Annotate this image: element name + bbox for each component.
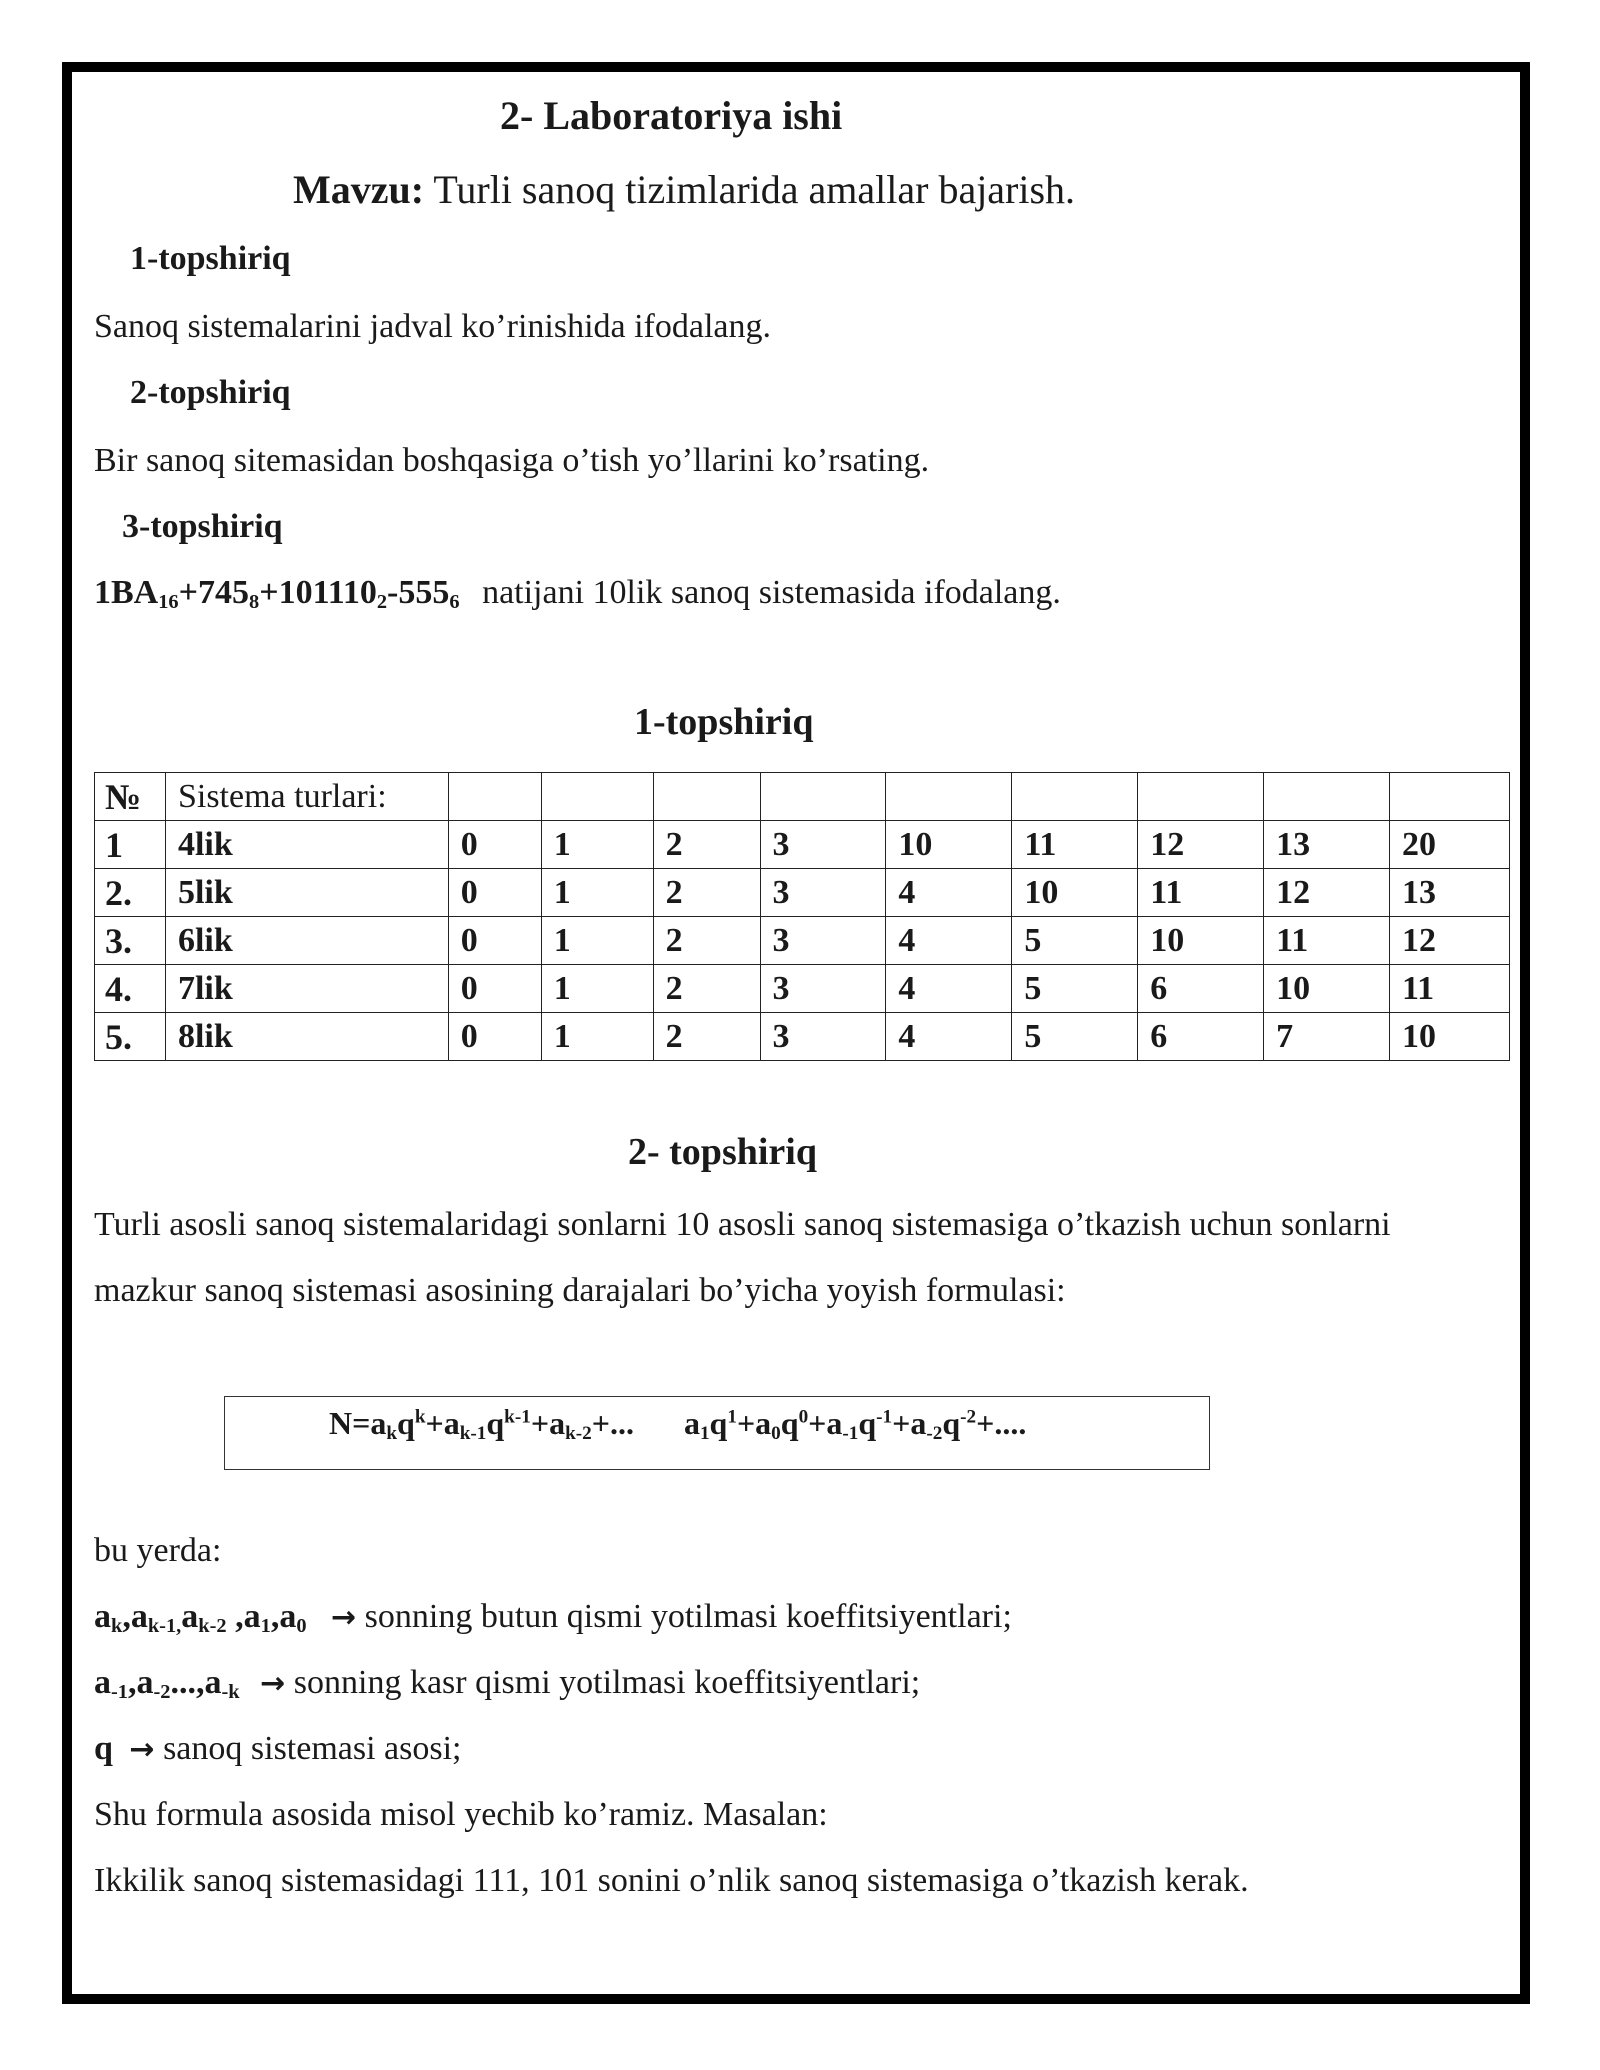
empty-header-cell <box>886 773 1012 821</box>
table-row <box>95 965 1510 1013</box>
expression-instruction: natijani 10lik sanoq sistemasida ifodalang. <box>482 574 1061 611</box>
table-cell-value: 5 <box>1012 1013 1138 1061</box>
col-system-header: Sistema turlari: <box>165 773 448 821</box>
empty-header-cell <box>1012 773 1138 821</box>
task2-heading: 2-topshiriq <box>130 374 291 411</box>
table-cell-value: 10 <box>1138 917 1264 965</box>
expansion-formula-box <box>224 1396 1210 1470</box>
table-cell-value: 4 <box>886 965 1012 1013</box>
base-symbol: q <box>94 1730 113 1767</box>
table-cell-value: 12 <box>1390 917 1510 965</box>
fraction-coefficients-symbols: $a_{-1},a_{-2}...,a_{-k}$ <box>94 1664 240 1704</box>
table-cell-value: 6 <box>1138 1013 1264 1061</box>
table-cell-value: 11 <box>1138 869 1264 917</box>
table-cell-value: 13 <box>1264 821 1390 869</box>
row-number: 5. <box>95 1013 166 1061</box>
definition-base <box>94 1730 462 1768</box>
table-cell-value: 4 <box>886 1013 1012 1061</box>
table-cell-value: 10 <box>1390 1013 1510 1061</box>
section2-paragraph-line2: mazkur sanoq sistemasi asosining darajalari bo’yicha yoyish formulasi: <box>94 1272 1066 1309</box>
empty-header-cell <box>1390 773 1510 821</box>
table-cell-value: 10 <box>1012 869 1138 917</box>
bu-yerda-label: bu yerda: <box>94 1532 222 1569</box>
right-arrow-icon: → <box>331 1600 357 1635</box>
table-cell-value: 1 <box>541 917 653 965</box>
table-cell-value: 11 <box>1264 917 1390 965</box>
expression-formula: $1BA_{16}+745_8+101110_2-555_6$ <box>94 574 460 614</box>
table-cell-value: 1 <box>541 869 653 917</box>
example-intro: Shu formula asosida misol yechib ko’ramiz. Masalan: <box>94 1796 828 1833</box>
row-number: 3. <box>95 917 166 965</box>
empty-header-cell <box>1138 773 1264 821</box>
table-cell-value: 2 <box>653 917 760 965</box>
table-cell-value: 5 <box>1012 965 1138 1013</box>
task1-heading: 1-topshiriq <box>130 240 291 277</box>
table-cell-value: 20 <box>1390 821 1510 869</box>
system-name: 4lik <box>165 821 448 869</box>
empty-header-cell <box>1264 773 1390 821</box>
task3-heading: 3-topshiriq <box>122 508 283 545</box>
table-cell-value: 2 <box>653 1013 760 1061</box>
empty-header-cell <box>760 773 886 821</box>
empty-header-cell <box>541 773 653 821</box>
col-number-header: № <box>95 773 166 821</box>
definition-text: sanoq sistemasi asosi; <box>163 1730 462 1767</box>
table-cell-value: 0 <box>448 821 541 869</box>
table-cell-value: 6 <box>1138 965 1264 1013</box>
section2-paragraph-line1: Turli asosli sanoq sistemalaridagi sonlarni 10 asosli sanoq sistemasiga o’tkazish uchun sonlarni <box>94 1206 1391 1243</box>
system-name: 5lik <box>165 869 448 917</box>
table-cell-value: 3 <box>760 1013 886 1061</box>
expansion-formula: $N=a_kq^k+a_{k-1}q^{k-1}+a_{k-2}+$... $a_1q^1+a_0q^0+a_{-1}q^{-1}+a_{-2}q^{-2}+$.... <box>329 1405 1027 1444</box>
table-header-row <box>95 773 1510 821</box>
table-cell-value: 4 <box>886 917 1012 965</box>
system-name: 8lik <box>165 1013 448 1061</box>
table-cell-value: 3 <box>760 821 886 869</box>
table-cell-value: 4 <box>886 869 1012 917</box>
example-task: Ikkilik sanoq sistemasidagi 111, 101 sonini o’nlik sanoq sistemasiga o’tkazish kerak. <box>94 1862 1249 1899</box>
topic-line <box>293 166 1075 213</box>
table-cell-value: 3 <box>760 917 886 965</box>
table-cell-value: 11 <box>1390 965 1510 1013</box>
table-row <box>95 821 1510 869</box>
row-number: 4. <box>95 965 166 1013</box>
table-cell-value: 7 <box>1264 1013 1390 1061</box>
definition-text: sonning butun qismi yotilmasi koeffitsiyentlari; <box>364 1598 1012 1635</box>
section1-heading: 1-topshiriq <box>634 701 814 743</box>
table-row <box>95 1013 1510 1061</box>
table-cell-value: 0 <box>448 917 541 965</box>
table-cell-value: 10 <box>1264 965 1390 1013</box>
table-cell-value: 0 <box>448 965 541 1013</box>
lab-title: 2- Laboratoriya ishi <box>500 93 843 138</box>
row-number: 2. <box>95 869 166 917</box>
table-cell-value: 13 <box>1390 869 1510 917</box>
definition-fraction-coefficients <box>94 1664 920 1702</box>
task2-text: Bir sanoq sitemasidan boshqasiga o’tish yo’llarini ko’rsating. <box>94 442 930 479</box>
definition-integer-coefficients <box>94 1598 1012 1636</box>
table-cell-value: 12 <box>1264 869 1390 917</box>
system-name: 6lik <box>165 917 448 965</box>
table-cell-value: 0 <box>448 1013 541 1061</box>
table-cell-value: 12 <box>1138 821 1264 869</box>
table-cell-value: 2 <box>653 821 760 869</box>
table-cell-value: 3 <box>760 869 886 917</box>
integer-coefficients-symbols: $a_k,a_{k-1,}a_{k-2}$ $,a_1,a_0$ <box>94 1598 307 1638</box>
right-arrow-icon: → <box>260 1666 286 1701</box>
task1-text: Sanoq sistemalarini jadval ko’rinishida ifodalang. <box>94 308 772 345</box>
empty-header-cell <box>448 773 541 821</box>
table-row <box>95 869 1510 917</box>
section2-heading: 2- topshiriq <box>628 1131 817 1173</box>
table-cell-value: 0 <box>448 869 541 917</box>
row-number: 1 <box>95 821 166 869</box>
table-cell-value: 1 <box>541 1013 653 1061</box>
table-cell-value: 10 <box>886 821 1012 869</box>
table-cell-value: 3 <box>760 965 886 1013</box>
number-systems-table <box>94 772 1510 1061</box>
topic-label: Mavzu: <box>293 167 425 212</box>
table-cell-value: 1 <box>541 821 653 869</box>
table-row <box>95 917 1510 965</box>
table-cell-value: 1 <box>541 965 653 1013</box>
system-name: 7lik <box>165 965 448 1013</box>
table-cell-value: 5 <box>1012 917 1138 965</box>
table-cell-value: 2 <box>653 869 760 917</box>
task3-expression <box>94 574 1061 612</box>
table-cell-value: 2 <box>653 965 760 1013</box>
empty-header-cell <box>653 773 760 821</box>
table-cell-value: 11 <box>1012 821 1138 869</box>
definition-text: sonning kasr qismi yotilmasi koeffitsiyentlari; <box>293 1664 921 1701</box>
topic-text: Turli sanoq tizimlarida amallar bajarish. <box>433 167 1076 212</box>
right-arrow-icon: → <box>129 1732 155 1767</box>
